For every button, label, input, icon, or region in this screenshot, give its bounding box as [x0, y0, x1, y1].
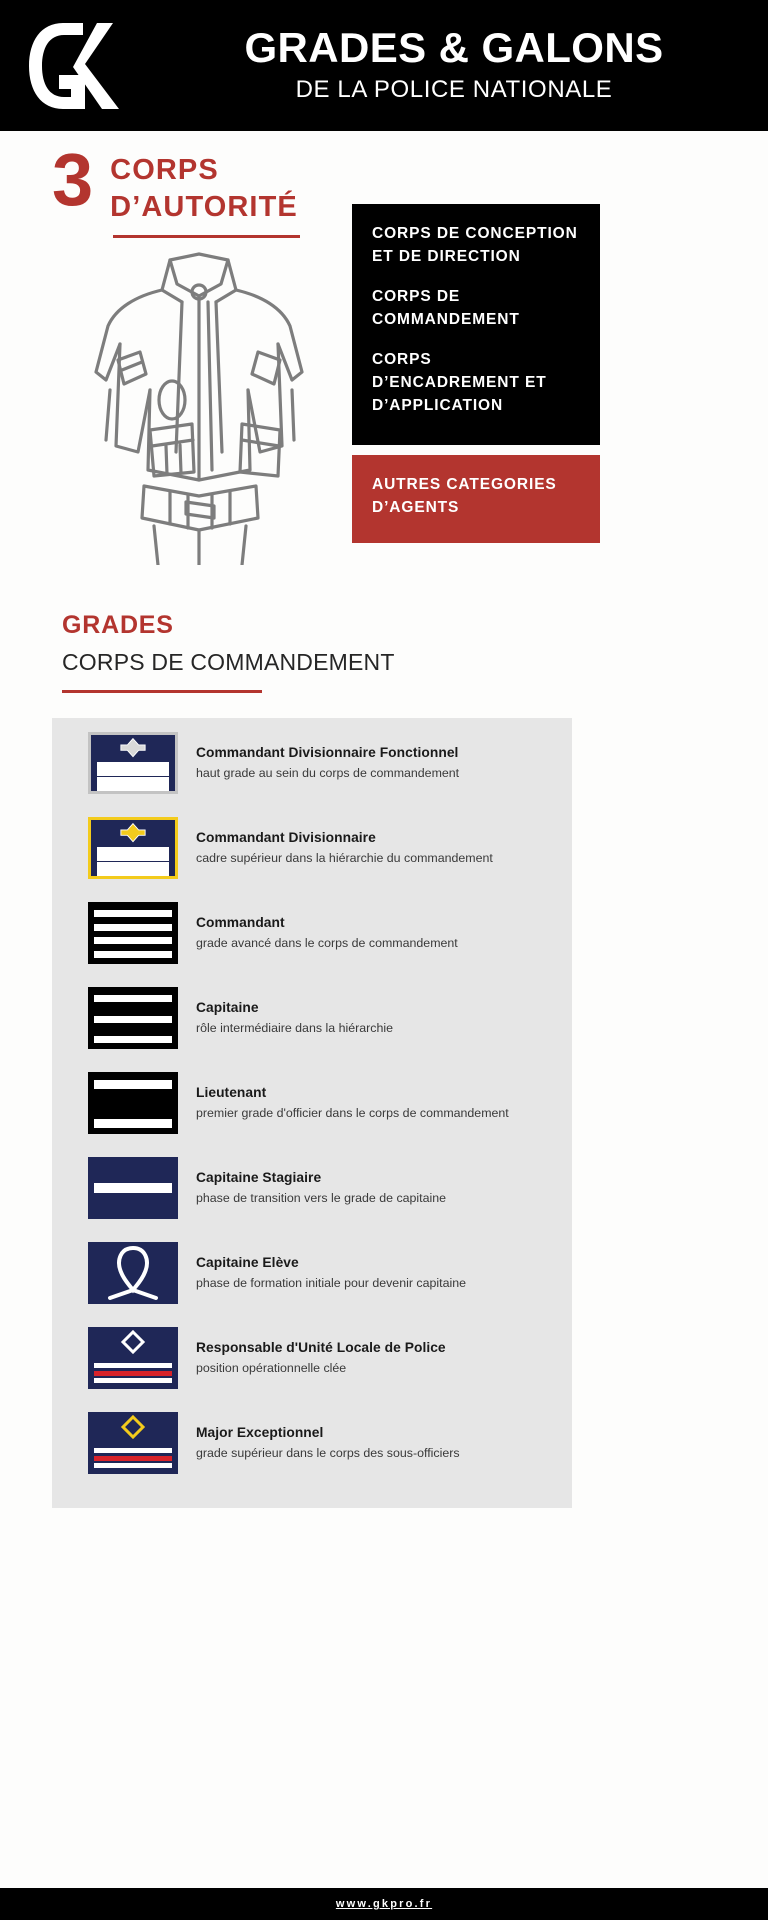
rank-row — [88, 1072, 558, 1134]
rank-row — [88, 1412, 558, 1474]
header-banner — [0, 0, 768, 131]
rank-description: rôle intermédiaire dans la hiérarchie — [196, 1020, 393, 1035]
badge-stripe — [94, 1448, 171, 1453]
rank-text-block — [196, 745, 558, 781]
corps-list-box — [352, 204, 600, 445]
rank-row — [88, 902, 558, 964]
rank-row — [88, 817, 558, 879]
rank-text-block — [196, 1340, 558, 1376]
corps-heading-underline — [113, 235, 300, 238]
rank-description: position opérationnelle clée — [196, 1360, 347, 1375]
grades-title: GRADES — [62, 611, 174, 639]
rank-description: grade avancé dans le corps de commandement — [196, 935, 458, 950]
rank-row — [88, 1242, 558, 1304]
rank-description: haut grade au sein du corps de commandement — [196, 765, 460, 780]
rank-description: phase de formation initiale pour devenir capitaine — [196, 1275, 467, 1290]
rank-description: grade supérieur dans le corps des sous-officiers — [196, 1445, 460, 1460]
header-titles — [168, 24, 768, 104]
corps-heading-words — [110, 148, 298, 226]
rank-description: phase de transition vers le grade de capitaine — [196, 1190, 447, 1205]
rank-insignia-badge — [88, 902, 178, 964]
badge-stripe — [94, 1183, 171, 1193]
badge-stripe — [94, 924, 171, 931]
rank-name: Capitaine — [196, 1000, 259, 1016]
grades-subtitle: CORPS DE COMMANDEMENT — [62, 648, 395, 675]
badge-stripe — [94, 1080, 171, 1089]
grades-heading — [62, 612, 395, 675]
badge-stripe — [97, 869, 169, 876]
badge-stripe — [97, 784, 169, 791]
grades-heading-underline — [62, 690, 262, 693]
badge-stripe — [97, 862, 169, 869]
badge-stripe — [94, 937, 171, 944]
rank-name: Capitaine Elève — [196, 1255, 299, 1271]
rank-text-block — [196, 830, 558, 866]
badge-stripe — [94, 1036, 171, 1043]
rank-description: premier grade d'officier dans le corps de commandement — [196, 1105, 509, 1120]
rank-text-block — [196, 915, 558, 951]
rank-text-block — [196, 1255, 558, 1291]
rank-description: cadre supérieur dans la hiérarchie du commandement — [196, 850, 493, 865]
rank-name: Commandant — [196, 915, 285, 931]
corps-heading-line2: D’AUTORITÉ — [110, 191, 298, 224]
corps-heading-line1: CORPS — [110, 154, 219, 186]
rank-row — [88, 1157, 558, 1219]
rank-insignia-badge — [88, 1072, 178, 1134]
rank-list-panel — [52, 718, 572, 1508]
rank-insignia-badge — [88, 1157, 178, 1219]
badge-stripe — [94, 910, 171, 917]
corps-item-0: CORPS DE CONCEPTION ET DE DIRECTION — [372, 225, 578, 265]
page-subtitle: DE LA POLICE NATIONALE — [295, 76, 613, 103]
autres-categories-box — [352, 455, 600, 543]
autres-categories-label: AUTRES CATEGORIES D’AGENTS — [372, 476, 557, 516]
rank-name: Commandant Divisionnaire Fonctionnel — [196, 745, 459, 761]
badge-stripe — [94, 1363, 171, 1368]
rank-name: Lieutenant — [196, 1085, 267, 1101]
badge-stripe — [94, 1378, 171, 1383]
badge-stripe — [94, 1456, 171, 1461]
rank-name: Responsable d'Unité Locale de Police — [196, 1340, 446, 1356]
rank-name: Commandant Divisionnaire — [196, 830, 376, 846]
corps-item-1: CORPS DE COMMANDEMENT — [372, 287, 520, 328]
rank-text-block — [196, 1000, 558, 1036]
badge-stripe — [94, 1371, 171, 1376]
rank-text-block — [196, 1425, 558, 1461]
rank-insignia-badge — [88, 987, 178, 1049]
rank-insignia-badge — [88, 732, 178, 794]
rank-name: Capitaine Stagiaire — [196, 1170, 322, 1186]
corps-heading — [52, 138, 298, 226]
rank-text-block — [196, 1170, 558, 1206]
badge-stripe — [94, 995, 171, 1002]
badge-stripe — [94, 1119, 171, 1128]
badge-stripe — [97, 762, 169, 769]
corps-item-2: CORPS D’ENCADREMENT ET D’APPLICATION — [372, 350, 547, 414]
badge-stripe — [97, 847, 169, 854]
badge-stripe — [94, 1463, 171, 1468]
page-title: GRADES & GALONS — [244, 24, 664, 71]
website-link[interactable]: www.gkpro.fr — [335, 1898, 433, 1910]
gk-logo-icon — [0, 0, 168, 131]
police-uniform-illustration — [66, 240, 332, 565]
rank-row — [88, 732, 558, 794]
rank-insignia-badge — [88, 1327, 178, 1389]
badge-stripe — [97, 769, 169, 776]
badge-stripe — [97, 854, 169, 861]
badge-stripe — [94, 951, 171, 958]
badge-stripe — [94, 1016, 171, 1023]
rank-name: Major Exceptionnel — [196, 1425, 324, 1441]
badge-stripe — [97, 777, 169, 784]
rank-insignia-badge — [88, 1412, 178, 1474]
rank-insignia-badge — [88, 1242, 178, 1304]
rank-row — [88, 1327, 558, 1389]
rank-text-block — [196, 1085, 558, 1121]
footer-bar — [0, 1888, 768, 1920]
corps-count: 3 — [52, 138, 93, 221]
rank-insignia-badge — [88, 817, 178, 879]
rank-row — [88, 987, 558, 1049]
